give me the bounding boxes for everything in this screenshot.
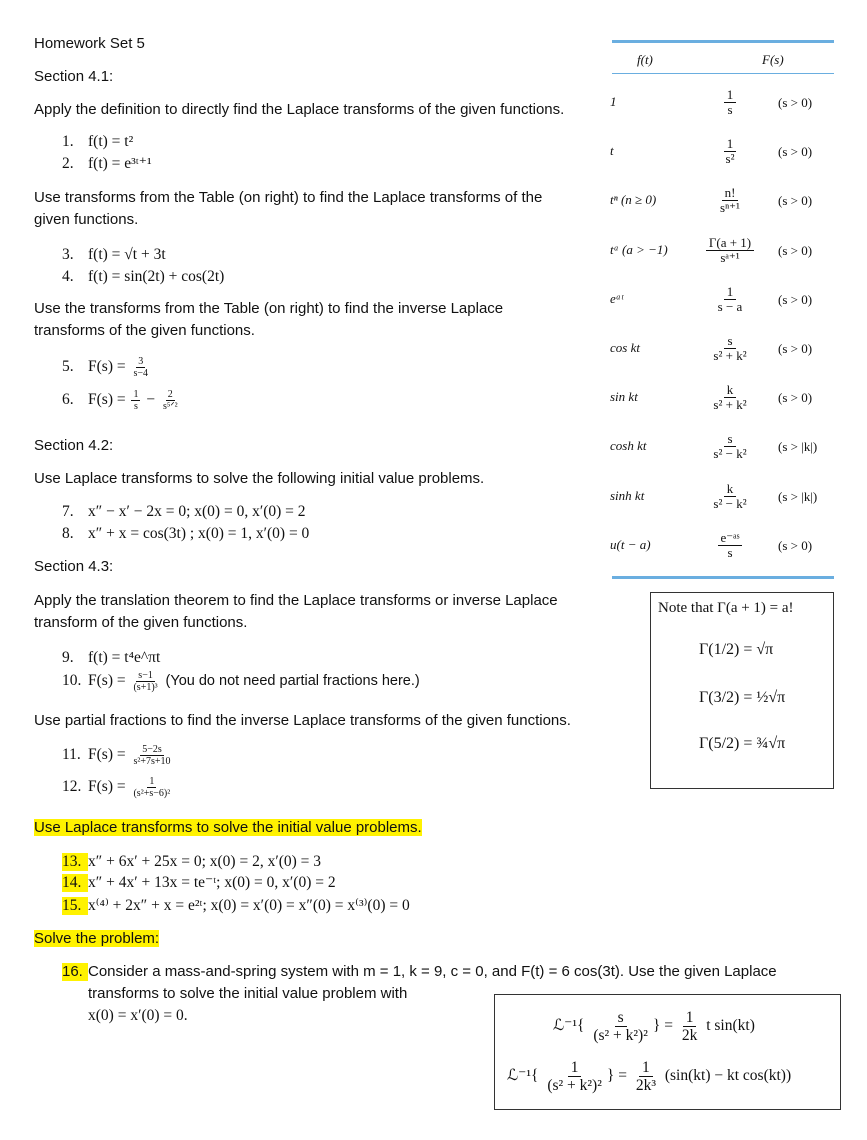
table-cell-f: t bbox=[610, 143, 614, 159]
table-cell-F bbox=[700, 383, 760, 412]
table-cell-condition: (s > 0) bbox=[778, 537, 813, 553]
gamma-note: Note that Γ(a + 1) = a! bbox=[658, 600, 794, 616]
instruction: Use Laplace transforms to solve the following initial value problems. bbox=[34, 470, 485, 487]
table-cell-f: sinh kt bbox=[610, 487, 645, 503]
section-heading: Section 4.1: bbox=[34, 68, 114, 85]
problem-5: 5. F(s) = $\frac{3}{s-4}$ bbox=[62, 356, 148, 379]
fraction: $\frac{1}{\text{2k³}}$ bbox=[635, 1059, 656, 1094]
table-bottom-rule bbox=[612, 576, 834, 579]
instruction: Use Laplace transforms to solve the initial value problems. bbox=[34, 819, 422, 836]
instruction: Apply the definition to directly find the Laplace transforms of the given functions. bbox=[34, 101, 565, 118]
table-cell-f: tⁿ (n ≥ 0) bbox=[610, 192, 657, 208]
table-cell-F bbox=[700, 88, 760, 117]
denominator: s² − k² bbox=[713, 495, 747, 511]
fraction: $\frac{s-1}{\text{(s+1)³}}$ bbox=[133, 670, 158, 693]
gamma-half: Γ(1/2) = √π bbox=[699, 641, 774, 658]
problem-3: 3. f(t) = √t + 3t bbox=[62, 246, 166, 263]
table-cell-F bbox=[700, 334, 760, 363]
denominator: s² bbox=[725, 151, 735, 167]
instruction: Apply the translation theorem to find the Laplace transforms or inverse Laplace bbox=[34, 592, 558, 609]
problem-10: 10. F(s) = $\frac{s-1}{\text{(s+1)³}}$ (You do not need partial fractions here.) bbox=[62, 670, 420, 693]
table-cell-condition: (s > 0) bbox=[778, 291, 813, 307]
table-cell-F bbox=[700, 236, 760, 265]
gamma-note-box bbox=[650, 592, 834, 789]
table-cell-f: 1 bbox=[610, 94, 617, 109]
instruction: Use the transforms from the Table (on right) to find the inverse Laplace bbox=[34, 300, 504, 317]
fraction: $\frac{1}{2k}$ bbox=[681, 1009, 698, 1044]
numerator: k bbox=[724, 482, 737, 497]
problem-16-line2: transforms to solve the initial value problem with bbox=[88, 985, 408, 1002]
problem-6: 6. F(s) = $\frac{1}{s}$ − $\frac{2}{\text{s⁵ᐟ²}}$ bbox=[62, 389, 178, 412]
table-cell-F bbox=[700, 432, 760, 461]
numerator: s bbox=[724, 432, 735, 447]
table-cell-f: cosh kt bbox=[610, 438, 647, 454]
instruction: transform of the given functions. bbox=[34, 614, 248, 631]
fraction: $\frac{5-2s}{\text{s²+7s+10}}$ bbox=[133, 744, 171, 767]
numerator: 1 bbox=[724, 137, 737, 152]
numerator: 1 bbox=[724, 285, 737, 300]
doc-title: Homework Set 5 bbox=[34, 35, 145, 52]
problem-8: 8. x″ + x = cos(3t) ; x(0) = 1, x′(0) = 0 bbox=[62, 525, 310, 542]
inverse-formula-2: ℒ⁻¹{ $\frac{1}{\text{(s² + k²)²}}$ } = $\frac{1}{\text{2k³}}$ (sin(kt) − kt cos(kt)) bbox=[507, 1059, 792, 1094]
gamma-three-halves: Γ(3/2) = ½√π bbox=[699, 689, 786, 706]
table-cell-condition: (s > 0) bbox=[778, 341, 813, 356]
numerator: Γ(a + 1) bbox=[706, 236, 754, 251]
fraction: $\frac{3}{s-4}$ bbox=[133, 356, 148, 379]
problem-9: 9. f(t) = t⁴e^πt bbox=[62, 649, 161, 666]
problem-2: 2. f(t) = e³ᵗ⁺¹ bbox=[62, 155, 152, 172]
table-cell-f: cos kt bbox=[610, 340, 640, 355]
denominator: s² − k² bbox=[713, 446, 747, 462]
table-cell-f: eᵃᵗ bbox=[610, 290, 624, 306]
numerator: k bbox=[724, 383, 737, 398]
denominator: s bbox=[727, 544, 733, 560]
table-cell-condition: (s > 0) bbox=[778, 242, 813, 258]
section-heading: Section 4.3: bbox=[34, 558, 114, 575]
problem-12: 12. F(s) = $\frac{1}{\text{(s²+s−6)²}}$ bbox=[62, 776, 171, 799]
instruction: Solve the problem: bbox=[34, 930, 160, 947]
table-header-rule bbox=[612, 73, 834, 74]
denominator: sᵃ⁺¹ bbox=[720, 249, 740, 265]
problem-11: 11. F(s) = $\frac{5-2s}{\text{s²+7s+10}}$ bbox=[62, 744, 171, 767]
problem-15: 15. x⁽⁴⁾ + 2x″ + x = e²ᵗ; x(0) = x′(0) = x″(0) = x⁽³⁾(0) = 0 bbox=[62, 897, 410, 914]
table-cell-condition: (s > 0) bbox=[778, 390, 813, 406]
table-cell-f: u(t − a) bbox=[610, 536, 651, 552]
table-cell-F bbox=[700, 531, 760, 560]
table-cell-condition: (s > 0) bbox=[778, 193, 813, 209]
table-cell-F bbox=[700, 137, 760, 166]
table-cell-condition: (s > 0) bbox=[778, 144, 813, 160]
denominator: sⁿ⁺¹ bbox=[720, 200, 740, 216]
numerator: 1 bbox=[724, 88, 737, 103]
numerator: n! bbox=[722, 186, 739, 201]
problem-16: 16. Consider a mass-and-spring system with m = 1, k = 9, c = 0, and F(t) = 6 cos(3t). Use the given Laplace bbox=[62, 963, 777, 980]
table-cell-condition: (s > |k|) bbox=[778, 488, 818, 504]
numerator: e⁻ᵃˢ bbox=[718, 531, 743, 546]
table-cell-condition: (s > 0) bbox=[778, 95, 813, 110]
instruction: transforms of the given functions. bbox=[34, 322, 255, 339]
problem-4: 4. f(t) = sin(2t) + cos(2t) bbox=[62, 268, 225, 285]
table-top-rule bbox=[612, 40, 834, 43]
fraction: $\frac{1}{\text{(s²+s−6)²}}$ bbox=[133, 776, 171, 799]
denominator: s bbox=[727, 102, 733, 117]
gamma-five-halves: Γ(5/2) = ¾√π bbox=[699, 735, 786, 752]
table-cell-F bbox=[700, 285, 760, 314]
problem-16-line3: x(0) = x′(0) = 0. bbox=[88, 1007, 188, 1024]
table-header-f: f(t) bbox=[637, 52, 653, 67]
problem-13: 13. x″ + 6x′ + 25x = 0; x(0) = 2, x′(0) = 3 bbox=[62, 853, 322, 870]
fraction: $\frac{2}{\text{s⁵ᐟ²}}$ bbox=[162, 389, 178, 412]
table-cell-condition: (s > |k|) bbox=[778, 439, 818, 455]
inverse-laplace-box bbox=[494, 994, 841, 1110]
numerator: s bbox=[724, 334, 735, 349]
problem-1: 1. f(t) = t² bbox=[62, 133, 134, 150]
instruction: Use partial fractions to find the inverse Laplace transforms of the given functions. bbox=[34, 712, 571, 729]
denominator: s − a bbox=[717, 298, 743, 314]
fraction: $\frac{1}{s}$ bbox=[133, 389, 139, 412]
problem-14: 14. x″ + 4x′ + 13x = te⁻ᵗ; x(0) = 0, x′(0) = 2 bbox=[62, 874, 336, 891]
denominator: s² + k² bbox=[713, 348, 747, 363]
table-cell-f: tᵃ (a > −1) bbox=[610, 241, 668, 257]
denominator: s² + k² bbox=[713, 397, 747, 413]
table-cell-F bbox=[700, 186, 760, 215]
table-cell-f: sin kt bbox=[610, 389, 638, 405]
fraction: $\frac{s}{\text{(s² + k²)²}}$ bbox=[593, 1009, 648, 1044]
table-cell-F bbox=[700, 482, 760, 511]
inverse-formula-1: ℒ⁻¹{ $\frac{s}{\text{(s² + k²)²}}$ } = $\frac{1}{2k}$ t sin(kt) bbox=[553, 1009, 755, 1044]
table-header-F: F(s) bbox=[762, 52, 784, 67]
fraction: $\frac{1}{\text{(s² + k²)²}}$ bbox=[547, 1059, 602, 1094]
instruction: given functions. bbox=[34, 211, 139, 228]
problem-7: 7. x″ − x′ − 2x = 0; x(0) = 0, x′(0) = 2 bbox=[62, 503, 306, 520]
instruction: Use transforms from the Table (on right) to find the Laplace transforms of the bbox=[34, 189, 543, 206]
section-heading: Section 4.2: bbox=[34, 437, 114, 454]
